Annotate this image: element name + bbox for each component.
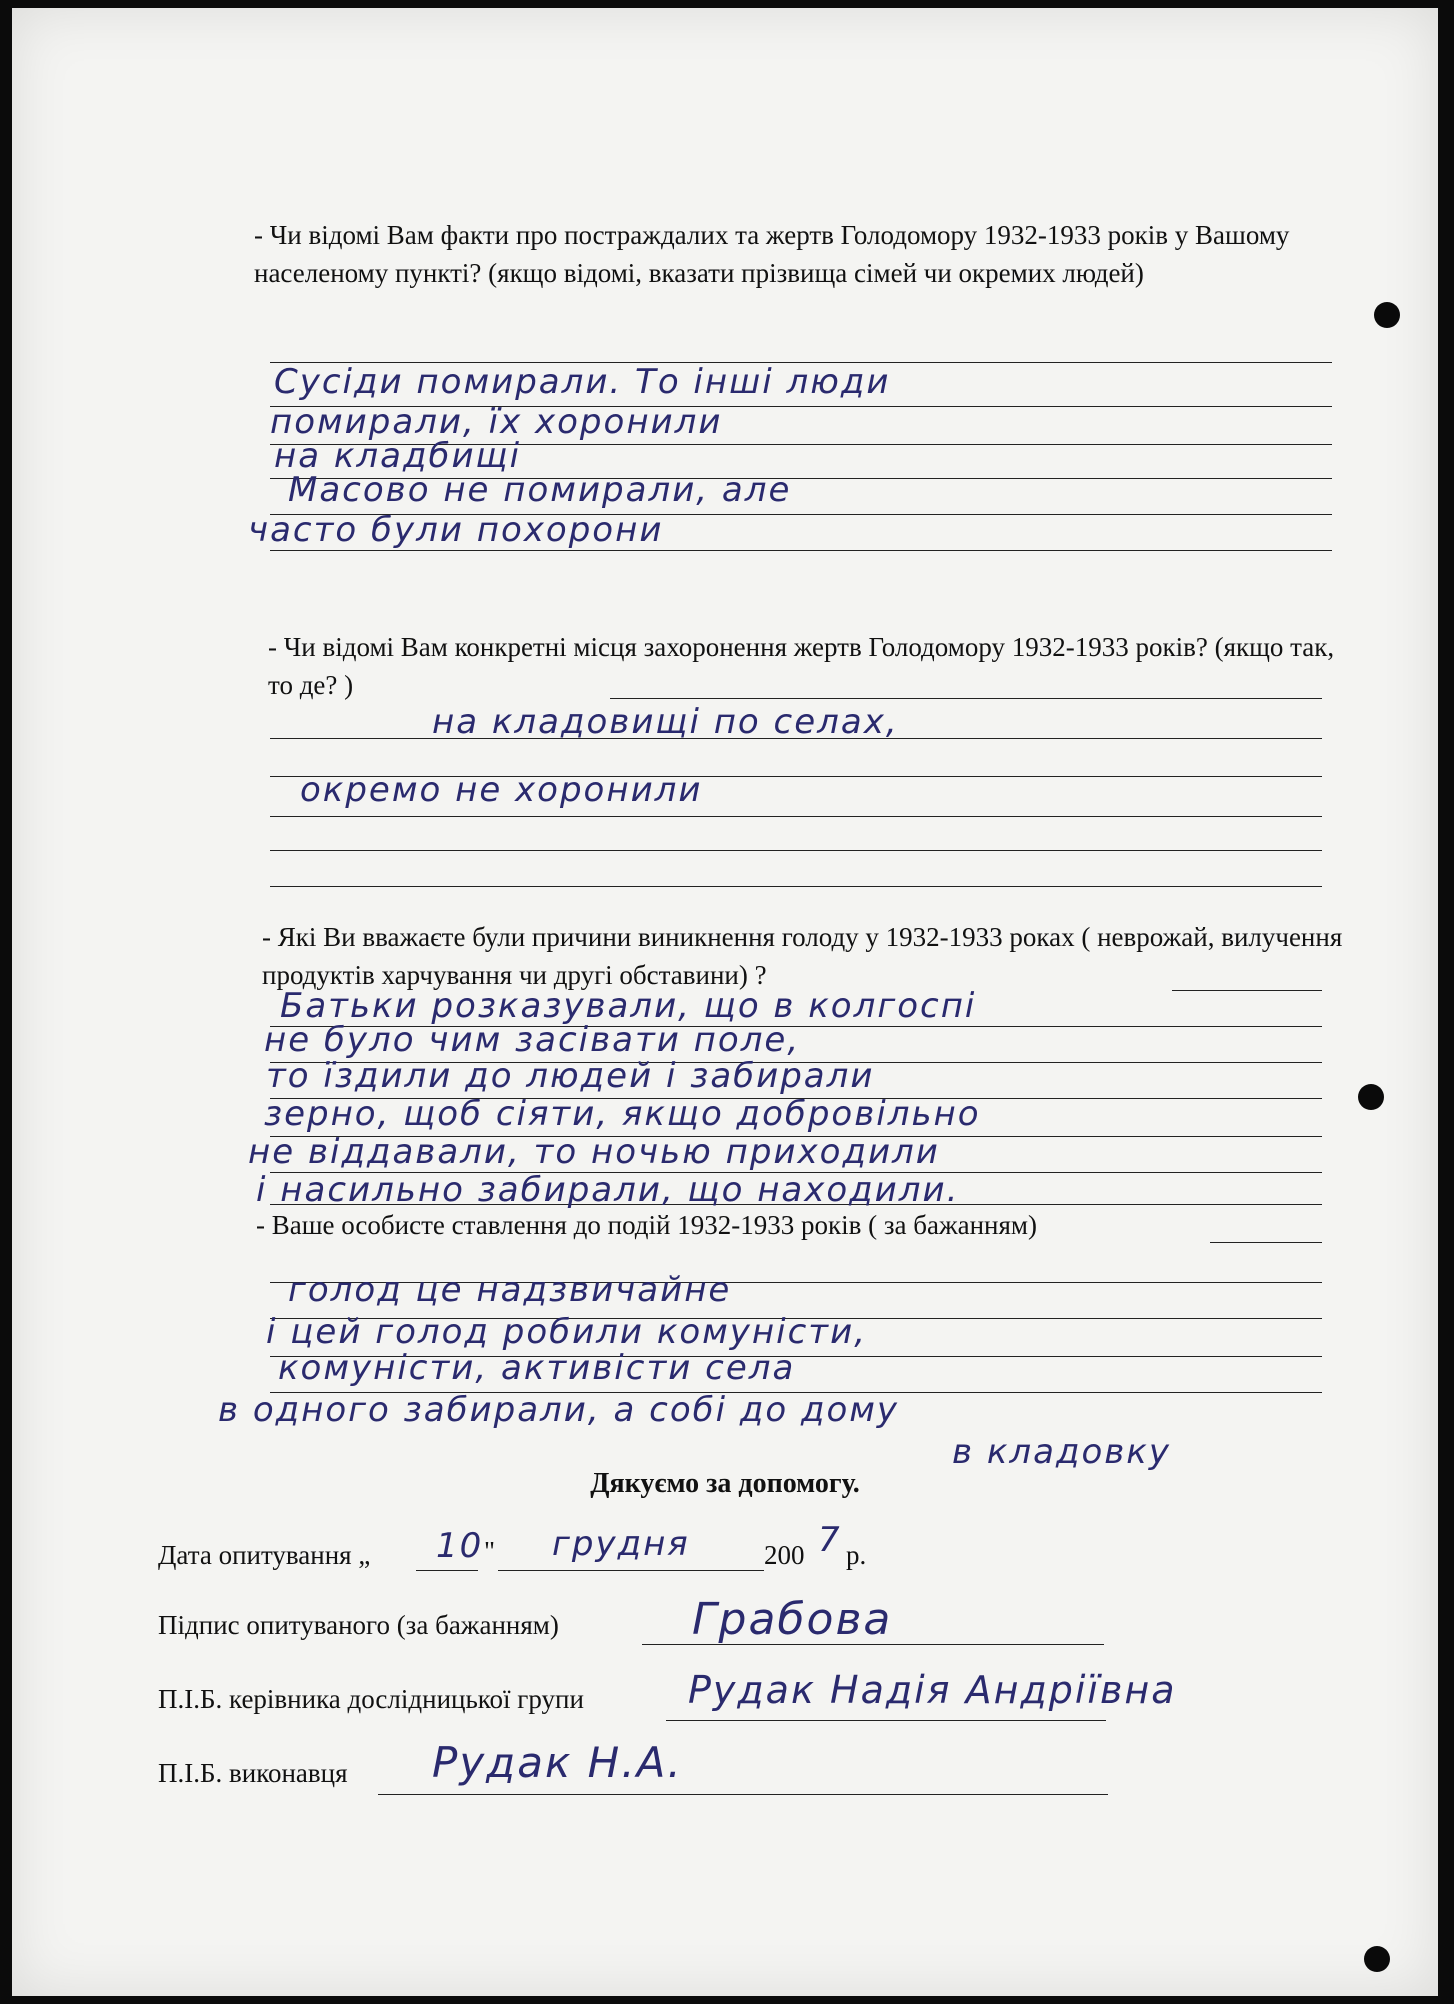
answer-4-line: в одного забирали, а собі до дому [218, 1390, 900, 1430]
executor-value: Рудак Н.А. [432, 1738, 683, 1787]
signature-value: Грабова [692, 1594, 893, 1645]
answer-1-line: Масово не помирали, але [288, 470, 792, 510]
answer-3-line: не віддавали, то ночью приходили [248, 1132, 940, 1172]
question-2: - Чи відомі Вам конкретні місця захоронення жертв Голодомору 1932-1933 років? (якщо так, то де? ) [268, 632, 1335, 700]
question-4: - Ваше особисте ставлення до подій 1932-1933 років ( за бажанням) [256, 1210, 1037, 1240]
answer-3-line: Батьки розказували, що в колгоспі [280, 986, 977, 1026]
punch-hole [1364, 1946, 1390, 1972]
question-3: - Які Ви вважаєте були причини виникнення голоду у 1932-1933 роках ( неврожай, вилучення продуктів харчування чи другі обставини) ? [262, 922, 1343, 990]
answer-3-line: то їздили до людей і забирали [266, 1056, 875, 1096]
survey-date-quote: " [484, 1536, 496, 1566]
answer-3-line: не було чим засівати поле, [264, 1020, 801, 1060]
survey-date-label: Дата опитування „ [158, 1540, 371, 1570]
answer-2-line: окремо не хоронили [300, 770, 703, 810]
answer-4-line: і цей голод робили комуністи, [266, 1312, 868, 1352]
survey-date-year-prefix: 200 [764, 1540, 805, 1570]
answer-4-line: в кладовку [952, 1432, 1171, 1472]
answer-3-line: зерно, щоб сіяти, якщо добровільно [264, 1094, 981, 1134]
answer-1-line: на кладбищі [274, 436, 522, 476]
leader-label: П.І.Б. керівника дослідницької групи [158, 1684, 584, 1714]
survey-date-month: грудня [552, 1524, 690, 1564]
survey-date-year-digit: 7 [818, 1520, 842, 1560]
answer-3-line: і насильно забирали, що находили. [256, 1170, 960, 1210]
answer-2-line: на кладовищі по селах, [432, 702, 899, 742]
answer-1-line: Сусіди помирали. То інші люди [274, 362, 891, 402]
survey-date-suffix: р. [846, 1540, 867, 1570]
survey-date-day: 10 [436, 1526, 484, 1566]
thanks-heading: Дякуємо за допомогу. [590, 1468, 860, 1499]
question-1: - Чи відомі Вам факти про постраждалих та жертв Голодомору 1932-1933 років у Вашому населеному пункті? (якщо відомі, вказати прізвища сімей чи окремих людей) [254, 220, 1290, 288]
answer-4-line: комуністи, активісти села [278, 1348, 796, 1388]
answer-1-line: помирали, їх хоронили [270, 402, 723, 442]
questionnaire-page [12, 8, 1438, 1996]
answer-1-line: часто були похорони [248, 510, 664, 550]
punch-hole [1358, 1084, 1384, 1110]
executor-label: П.І.Б. виконавця [158, 1758, 348, 1788]
punch-hole [1374, 302, 1400, 328]
answer-4-line: голод це надзвичайне [288, 1270, 732, 1310]
leader-value: Рудак Надія Андріївна [688, 1668, 1177, 1712]
signature-label: Підпис опитуваного (за бажанням) [158, 1610, 559, 1640]
